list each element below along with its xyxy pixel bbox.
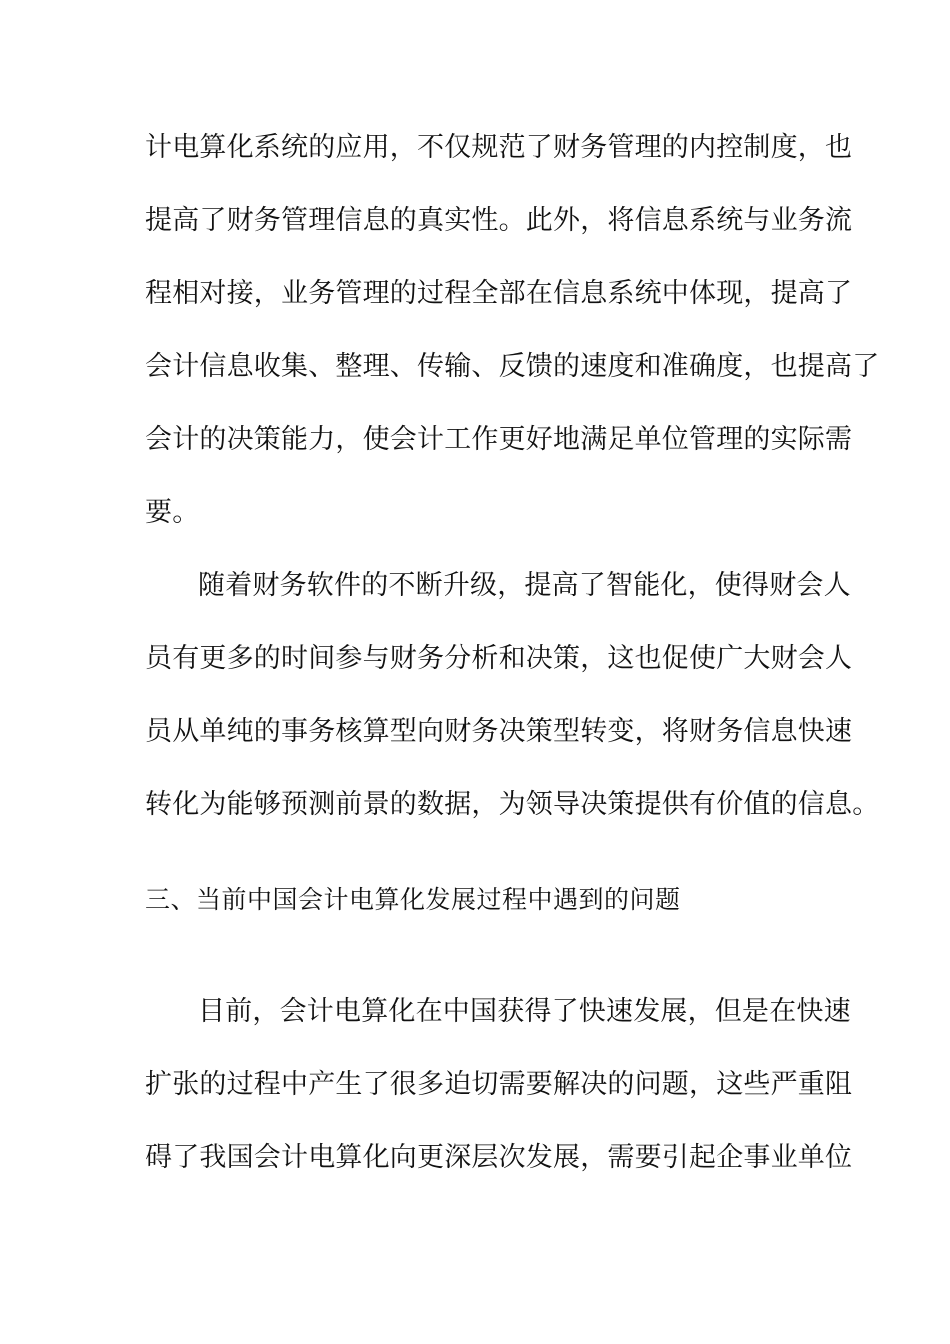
paragraph-1-line-3: 程相对接，业务管理的过程全部在信息系统中体现，提高了 — [145, 278, 853, 309]
paragraph-3-line-2: 扩张的过程中产生了很多迫切需要解决的问题，这些严重阻 — [145, 1069, 853, 1100]
paragraph-2-line-1: 随着财务软件的不断升级，提高了智能化，使得财会人 — [198, 570, 851, 601]
paragraph-1-line-4: 会计信息收集、整理、传输、反馈的速度和准确度，也提高了 — [145, 351, 880, 382]
paragraph-3-line-3: 碍了我国会计电算化向更深层次发展，需要引起企事业单位 — [145, 1142, 853, 1173]
paragraph-2-line-3: 员从单纯的事务核算型向财务决策型转变，将财务信息快速 — [145, 716, 853, 747]
paragraph-1-line-1: 计电算化系统的应用，不仅规范了财务管理的内控制度，也 — [145, 132, 853, 163]
section-heading: 三、当前中国会计电算化发展过程中遇到的问题 — [145, 885, 681, 914]
paragraph-1-line-6: 要。 — [145, 497, 200, 528]
paragraph-3-line-1: 目前，会计电算化在中国获得了快速发展，但是在快速 — [198, 996, 851, 1027]
paragraph-1-line-5: 会计的决策能力，使会计工作更好地满足单位管理的实际需 — [145, 424, 853, 455]
paragraph-2-line-2: 员有更多的时间参与财务分析和决策，这也促使广大财会人 — [145, 643, 853, 674]
paragraph-1-line-2: 提高了财务管理信息的真实性。此外，将信息系统与业务流 — [145, 205, 853, 236]
paragraph-2-line-4: 转化为能够预测前景的数据，为领导决策提供有价值的信息。 — [145, 789, 880, 820]
